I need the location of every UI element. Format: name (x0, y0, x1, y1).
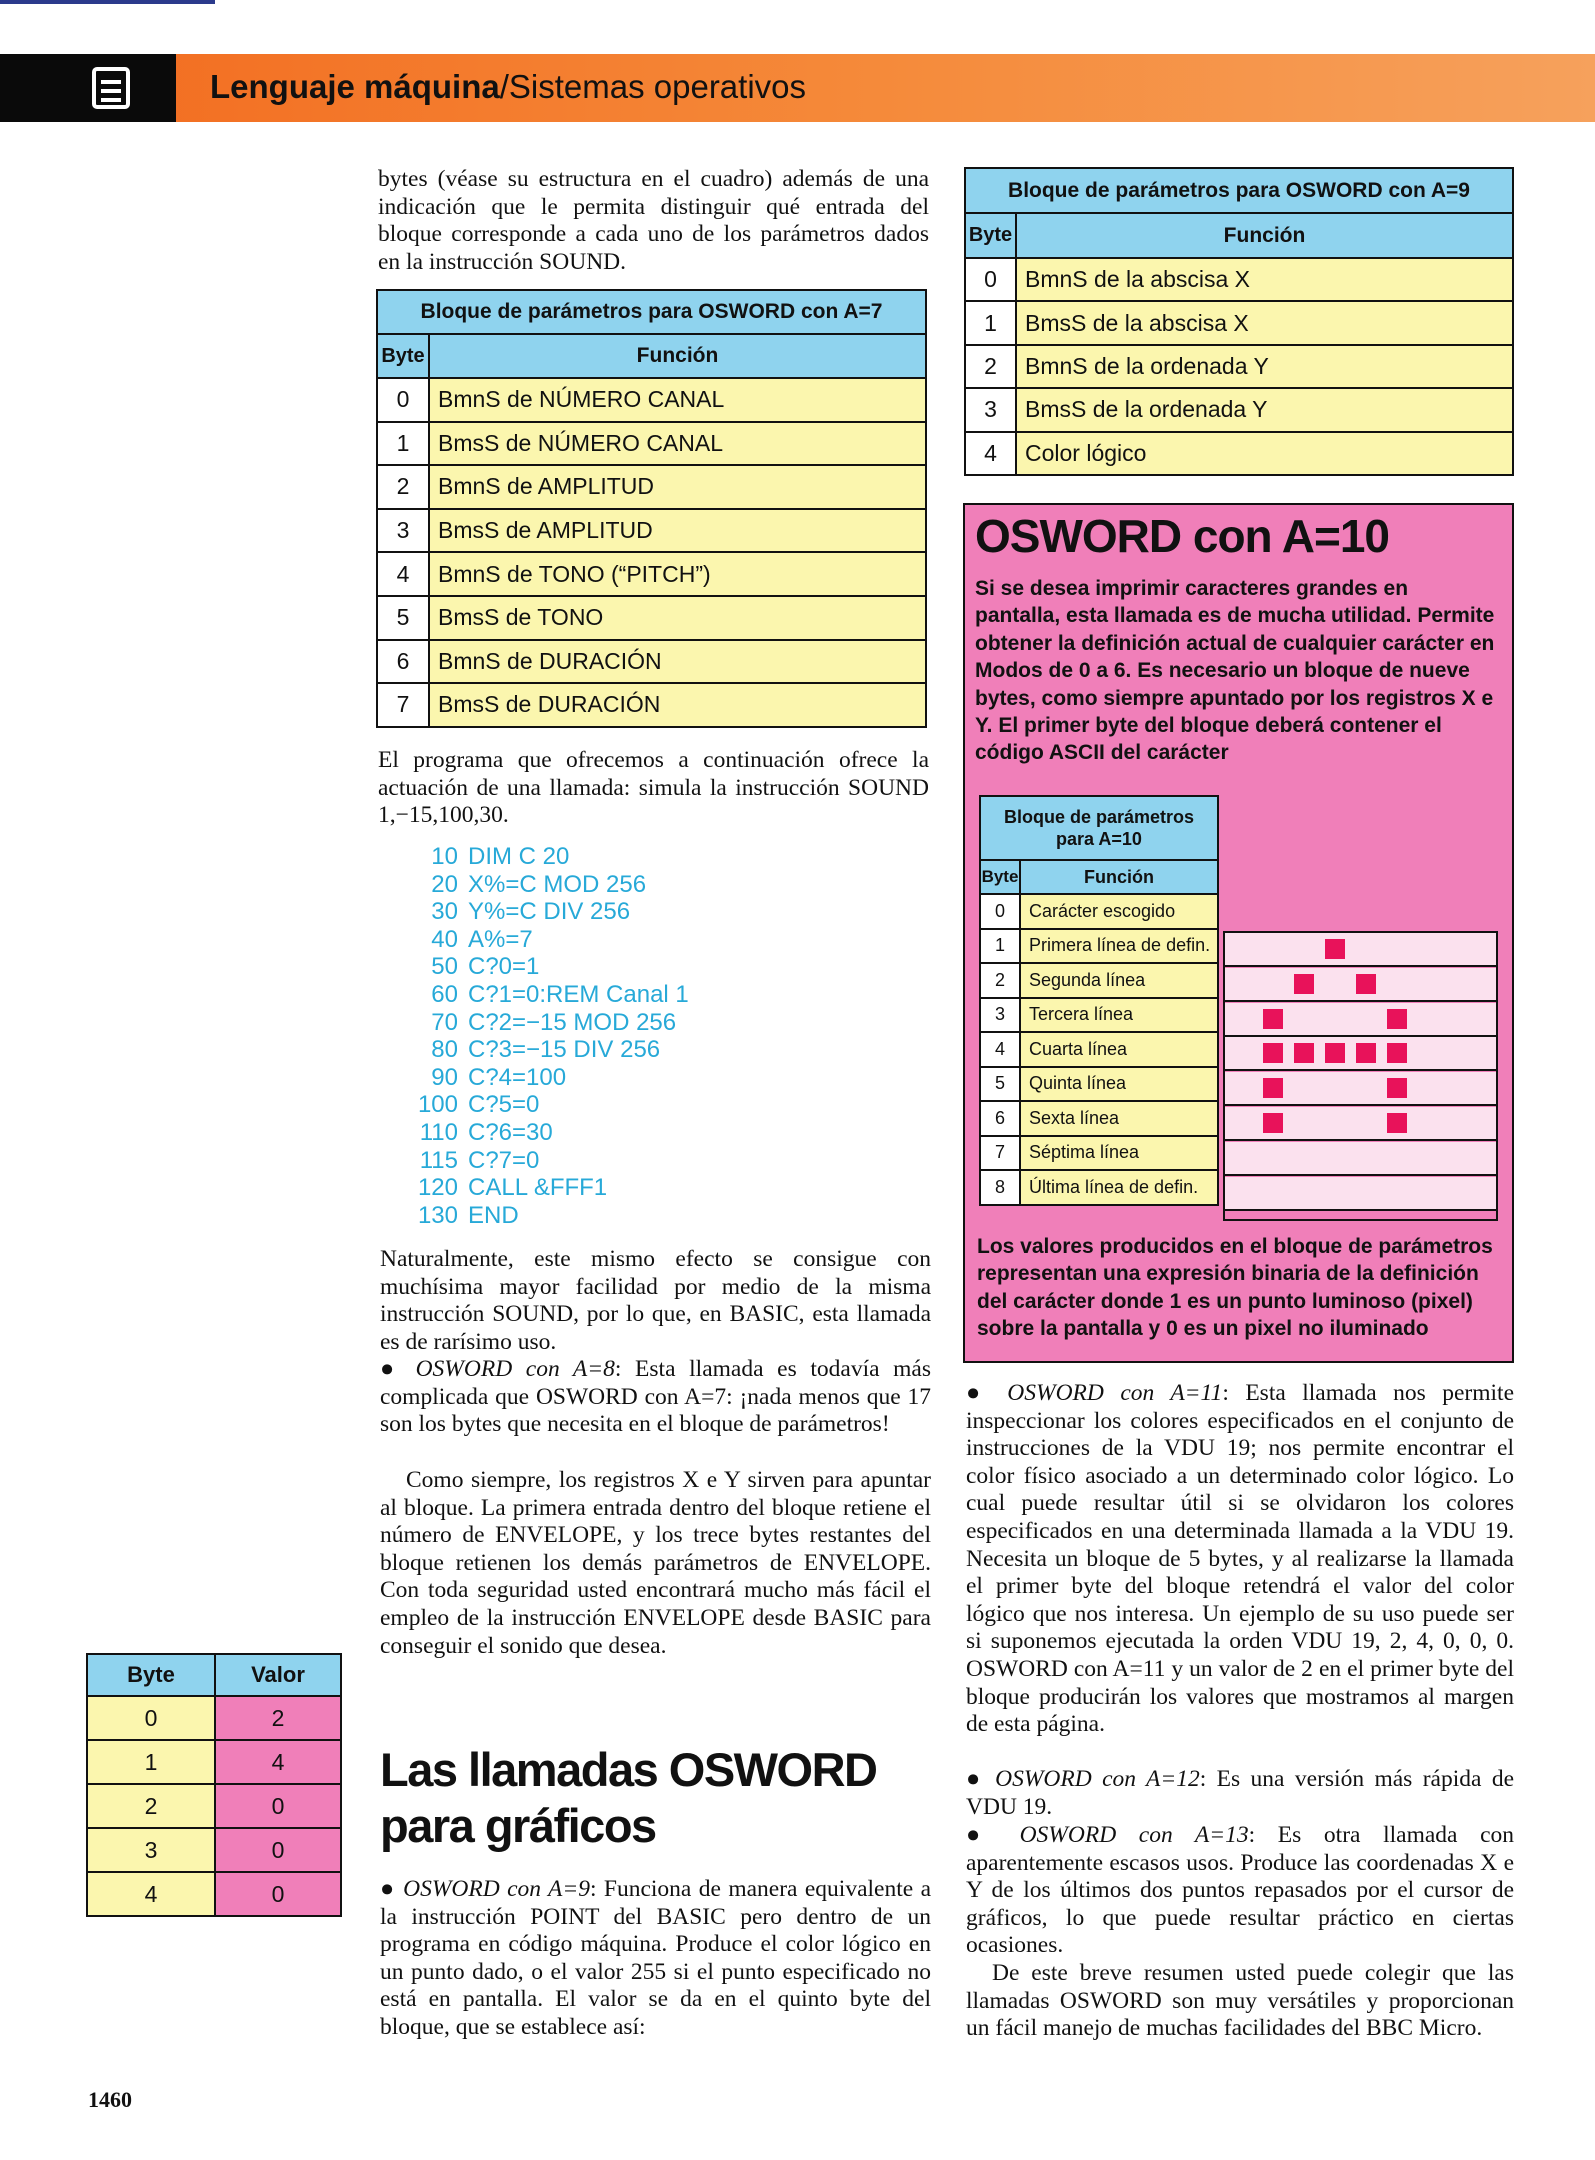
table-row (980, 1101, 1218, 1136)
byte-cell: 6 (377, 640, 429, 684)
program-line (412, 1147, 689, 1175)
table-row (980, 929, 1218, 964)
byte-cell: 4 (87, 1872, 215, 1916)
function-cell: BmsS de la ordenada Y (1016, 388, 1513, 431)
byte-cell: 1 (87, 1740, 215, 1784)
glyph-pixel (1387, 1078, 1407, 1098)
glyph-row (1225, 1142, 1496, 1176)
byte-cell: 2 (965, 345, 1016, 388)
function-cell: Primera línea de defin. (1020, 929, 1218, 964)
program-line (412, 1202, 689, 1230)
osword-a12-label: OSWORD con A=12 (995, 1766, 1200, 1792)
byte-cell: 3 (377, 509, 429, 553)
table-row (965, 345, 1513, 388)
glyph-pixel (1387, 1009, 1407, 1029)
glyph-pixel (1325, 939, 1345, 959)
table-row (87, 1872, 341, 1916)
glyph-pixel (1263, 1009, 1283, 1029)
table-row (980, 1067, 1218, 1102)
col1-paragraph-4: ● OSWORD con A=8: Esta llamada es todavía más complicada que OSWORD con A=7: ¡nada menos que 17 son los bytes que necesita en el bloque de parámetros! (380, 1356, 932, 1438)
byte-cell: 0 (965, 258, 1016, 301)
byte-cell: 4 (980, 1032, 1020, 1067)
bullet: ● (380, 1876, 404, 1902)
line-number: 130 (417, 1201, 458, 1229)
table-title: Bloque de parámetros para A=10 (980, 796, 1218, 860)
line-code: C?2=−15 MOD 256 (468, 1008, 677, 1036)
col1-paragraph-1: bytes (véase su estructura en el cuadro) además de una indicación que le permita distinguir qué entrada del bloque corresponde a cada uno de los parámetros dados en la instrucción SOUND. (378, 166, 929, 275)
function-cell: BmnS de la abscisa X (1016, 258, 1513, 301)
function-cell: Color lógico (1016, 432, 1513, 475)
col1-paragraph-5: Como siempre, los registros X e Y sirven para apuntar al bloque. La primera entrada dentro del bloque retiene el número de ENVELOPE, y los trece bytes restantes del bloque retienen los demás parámetros de ENVELOPE. Con toda seguridad usted encontrará mucho más fácil el empleo de la instrucción ENVELOPE desde BASIC para conseguir el sonido que desea. (380, 1467, 931, 1659)
byte-cell: 3 (965, 388, 1016, 431)
function-cell: Segunda línea (1020, 963, 1218, 998)
program-line (412, 1174, 689, 1202)
glyph-pixel (1387, 1113, 1407, 1133)
line-code: CALL &FFF1 (468, 1174, 608, 1202)
glyph-pixel (1356, 1043, 1376, 1063)
table-row (377, 640, 926, 684)
box-title: OSWORD con A=10 (975, 510, 1389, 562)
value-cell: 0 (215, 1784, 341, 1828)
function-cell: Carácter escogido (1020, 894, 1218, 929)
table-title: Bloque de parámetros para OSWORD con A=7 (377, 290, 926, 334)
param-table-a9 (964, 167, 1514, 476)
glyph-pixel (1263, 1113, 1283, 1133)
byte-cell: 5 (980, 1067, 1020, 1102)
bullet: ● (966, 1822, 1020, 1848)
osword-a11-label: OSWORD con A=11 (1007, 1380, 1223, 1406)
line-code: C?6=30 (468, 1118, 553, 1146)
bullet: ● (966, 1380, 1008, 1406)
col-header-func: Función (1016, 213, 1513, 258)
byte-cell: 0 (87, 1696, 215, 1740)
function-cell: BmnS de AMPLITUD (429, 465, 926, 509)
bullet: ● (380, 1356, 416, 1382)
table-row (965, 432, 1513, 475)
line-number: 90 (431, 1063, 458, 1091)
function-cell: Séptima línea (1020, 1136, 1218, 1171)
box-intro: Si se desea imprimir caracteres grandes en pantalla, esta llamada es de mucha utilidad. Permite obtener la definición actual de cualquier carácter en Modos de 0 a 6. Es necesario un bloque de nueve bytes, como siempre apuntado por los registros X e Y. El primer byte del bloque deberá contener el código ASCII del carácter (975, 577, 1495, 765)
byte-cell: 5 (377, 596, 429, 640)
section-icon (92, 67, 130, 109)
function-cell: Quinta línea (1020, 1067, 1218, 1102)
table-row (377, 509, 926, 553)
program-line (412, 1064, 689, 1092)
glyph-row (1225, 1107, 1496, 1141)
program-line (412, 1119, 689, 1147)
line-number: 30 (431, 898, 458, 926)
function-cell: BmnS de DURACIÓN (429, 640, 926, 684)
value-cell: 4 (215, 1740, 341, 1784)
function-cell: Cuarta línea (1020, 1032, 1218, 1067)
table-row (980, 998, 1218, 1033)
line-code: END (468, 1201, 519, 1229)
top-rule (0, 0, 215, 4)
line-code: C?4=100 (468, 1063, 567, 1091)
box-outro: Los valores producidos en el bloque de parámetros representan una expresión binaria de la definición del carácter donde 1 es un punto luminoso (pixel) sobre la pantalla y 0 es un pixel no iluminado (977, 1235, 1493, 1341)
glyph-row (1225, 1072, 1496, 1106)
col2-paragraph-1: ● OSWORD con A=11: Esta llamada nos permite inspeccionar los colores especificados en el conjunto de instrucciones de la VDU 19; nos permite encontrar el color físico asociado a un determinado color lógico. Lo cual puede resultar útil si se olvidaron los colores especificados en una determinada llamada a la VDU 19. Necesita un bloque de 5 bytes, y al realizarse la llamada el primer byte del bloque retendrá el valor del color lógico que nos interesa. Un ejemplo de su uso puede ser si suponemos ejecutada la orden VDU 19, 2, 4, 0, 0, 0. OSWORD con A=11 y un valor de 2 en el primer byte del bloque producirán los valores que mostramos al margen de esta página. (966, 1380, 1514, 1738)
param-table-a7 (376, 289, 927, 728)
line-code: C?0=1 (468, 953, 540, 981)
line-number: 120 (417, 1174, 458, 1202)
table-row (965, 388, 1513, 431)
col2-paragraph-4: De este breve resumen usted puede colegir que las llamadas OSWORD son muy versátiles y proporcionan un fácil manejo de muchas facilidades del BBC Micro. (966, 1960, 1514, 2042)
line-number: 100 (417, 1091, 458, 1119)
byte-cell: 6 (980, 1101, 1020, 1136)
function-cell: BmsS de AMPLITUD (429, 509, 926, 553)
byte-cell: 1 (980, 929, 1020, 964)
table-row (377, 465, 926, 509)
program-line (412, 953, 689, 981)
line-number: 70 (431, 1008, 458, 1036)
line-code: C?7=0 (468, 1146, 540, 1174)
byte-cell: 1 (377, 422, 429, 466)
line-code: DIM C 20 (468, 843, 570, 870)
function-cell: BmsS de TONO (429, 596, 926, 640)
col-header-value: Valor (215, 1654, 341, 1696)
table-row (980, 1136, 1218, 1171)
byte-cell: 8 (980, 1170, 1020, 1205)
line-code: C?1=0:REM Canal 1 (468, 980, 689, 1008)
page-header (0, 54, 1595, 122)
function-cell: Sexta línea (1020, 1101, 1218, 1136)
program-line (412, 926, 689, 954)
line-number: 115 (419, 1146, 458, 1174)
line-number: 10 (431, 843, 458, 870)
line-code: C?5=0 (468, 1091, 540, 1119)
col-header-func: Función (1020, 860, 1218, 894)
glyph-pixel (1387, 1043, 1407, 1063)
osword-a13-label: OSWORD con A=13 (1019, 1822, 1249, 1848)
glyph-pixel (1294, 1043, 1314, 1063)
table-row (965, 258, 1513, 301)
byte-cell: 7 (980, 1136, 1020, 1171)
line-code: C?3=−15 DIV 256 (468, 1036, 661, 1064)
section-heading: Las llamadas OSWORD para gráficos (380, 1743, 877, 1852)
byte-cell: 3 (87, 1828, 215, 1872)
glyph-row (1225, 1003, 1496, 1037)
col1-paragraph-6: ● OSWORD con A=9: Funciona de manera equivalente a la instrucción POINT del BASIC pero dentro de un programa en código máquina. Produce el color lógico en un punto dado, o el valor 255 si el punto especificado no está en pantalla. El valor se da en el quinto byte del bloque, que se establece así: (380, 1876, 931, 2040)
col1-paragraph-2: El programa que ofrecemos a continuación ofrece la actuación de una llamada: simula la instrucción SOUND 1,−15,100,30. (378, 747, 929, 829)
line-number: 110 (419, 1118, 458, 1146)
table-row (377, 378, 926, 422)
table-row (87, 1740, 341, 1784)
col-header-byte: Byte (965, 213, 1016, 258)
program-line (412, 871, 689, 899)
program-line (412, 843, 689, 871)
byte-cell: 0 (980, 894, 1020, 929)
header-icon-box (0, 54, 176, 122)
program-line (412, 1091, 689, 1119)
program-line (412, 898, 689, 926)
table-title: Bloque de parámetros para OSWORD con A=9 (965, 168, 1513, 213)
table-row (377, 683, 926, 727)
character-glyph-grid (1223, 931, 1498, 1221)
table-row (377, 422, 926, 466)
function-cell: BmnS de NÚMERO CANAL (429, 378, 926, 422)
bullet: ● (966, 1766, 996, 1792)
value-cell: 2 (215, 1696, 341, 1740)
program-line (412, 981, 689, 1009)
col-header-byte: Byte (87, 1654, 215, 1696)
line-number: 20 (431, 870, 458, 898)
value-cell: 0 (215, 1872, 341, 1916)
glyph-pixel (1263, 1078, 1283, 1098)
line-number: 80 (431, 1036, 458, 1064)
basic-program-listing (412, 843, 689, 1229)
byte-cell: 0 (377, 378, 429, 422)
table-row (377, 552, 926, 596)
param-table-a10 (979, 795, 1219, 1206)
byte-cell: 2 (87, 1784, 215, 1828)
byte-cell: 2 (377, 465, 429, 509)
line-number: 60 (431, 980, 458, 1008)
function-cell: BmsS de la abscisa X (1016, 301, 1513, 344)
col1-paragraph-3: Naturalmente, este mismo efecto se consigue con muchísima mayor facilidad por medio de la misma instrucción SOUND, por lo que, en BASIC, esta llamada es de rarísimo uso. (380, 1246, 931, 1355)
byte-cell: 4 (965, 432, 1016, 475)
col-header-byte: Byte (980, 860, 1020, 894)
glyph-pixel (1263, 1043, 1283, 1063)
line-code: Y%=C DIV 256 (468, 898, 631, 926)
program-line (412, 1009, 689, 1037)
function-cell: BmsS de NÚMERO CANAL (429, 422, 926, 466)
value-cell: 0 (215, 1828, 341, 1872)
table-row (87, 1828, 341, 1872)
line-number: 50 (431, 953, 458, 981)
table-row (980, 894, 1218, 929)
col2-paragraph-3: ● OSWORD con A=13: Es otra llamada con aparentemente escasos usos. Produce las coordenadas X e Y de los últimos dos puntos repasados por el cursor de gráficos, lo que puede resultar práctico en ciertas ocasiones. (966, 1822, 1515, 1959)
glyph-row (1225, 1037, 1496, 1071)
line-code: A%=7 (468, 925, 533, 953)
byte-cell: 3 (980, 998, 1020, 1033)
osword-a10-box (963, 503, 1514, 1363)
byte-cell: 2 (980, 963, 1020, 998)
glyph-row (1225, 1177, 1496, 1211)
table-row (980, 1032, 1218, 1067)
table-row (980, 1170, 1218, 1205)
line-code: X%=C MOD 256 (468, 870, 647, 898)
table-row (980, 963, 1218, 998)
byte-cell: 1 (965, 301, 1016, 344)
col-header-func: Función (429, 334, 926, 378)
function-cell: BmnS de la ordenada Y (1016, 345, 1513, 388)
table-row (87, 1696, 341, 1740)
byte-cell: 7 (377, 683, 429, 727)
function-cell: BmsS de DURACIÓN (429, 683, 926, 727)
table-row (377, 596, 926, 640)
table-row (965, 301, 1513, 344)
line-number: 40 (431, 925, 458, 953)
glyph-pixel (1325, 1043, 1345, 1063)
glyph-pixel (1294, 974, 1314, 994)
col-header-byte: Byte (377, 334, 429, 378)
osword-a9-label: OSWORD con A=9 (403, 1876, 590, 1902)
glyph-row (1225, 933, 1496, 967)
col2-paragraph-2: ● OSWORD con A=12: Es una versión más rápida de VDU 19. (966, 1766, 1515, 1820)
page-number: 1460 (88, 2087, 132, 2112)
table-row (87, 1784, 341, 1828)
glyph-row (1225, 968, 1496, 1002)
function-cell: BmnS de TONO (“PITCH”) (429, 552, 926, 596)
header-title: Lenguaje máquina/Sistemas operativos (210, 68, 807, 105)
function-cell: Tercera línea (1020, 998, 1218, 1033)
program-line (412, 1036, 689, 1064)
function-cell: Última línea de defin. (1020, 1170, 1218, 1205)
margin-value-table (86, 1653, 342, 1917)
glyph-pixel (1356, 974, 1376, 994)
osword-a8-label: OSWORD con A=8 (415, 1356, 615, 1382)
byte-cell: 4 (377, 552, 429, 596)
